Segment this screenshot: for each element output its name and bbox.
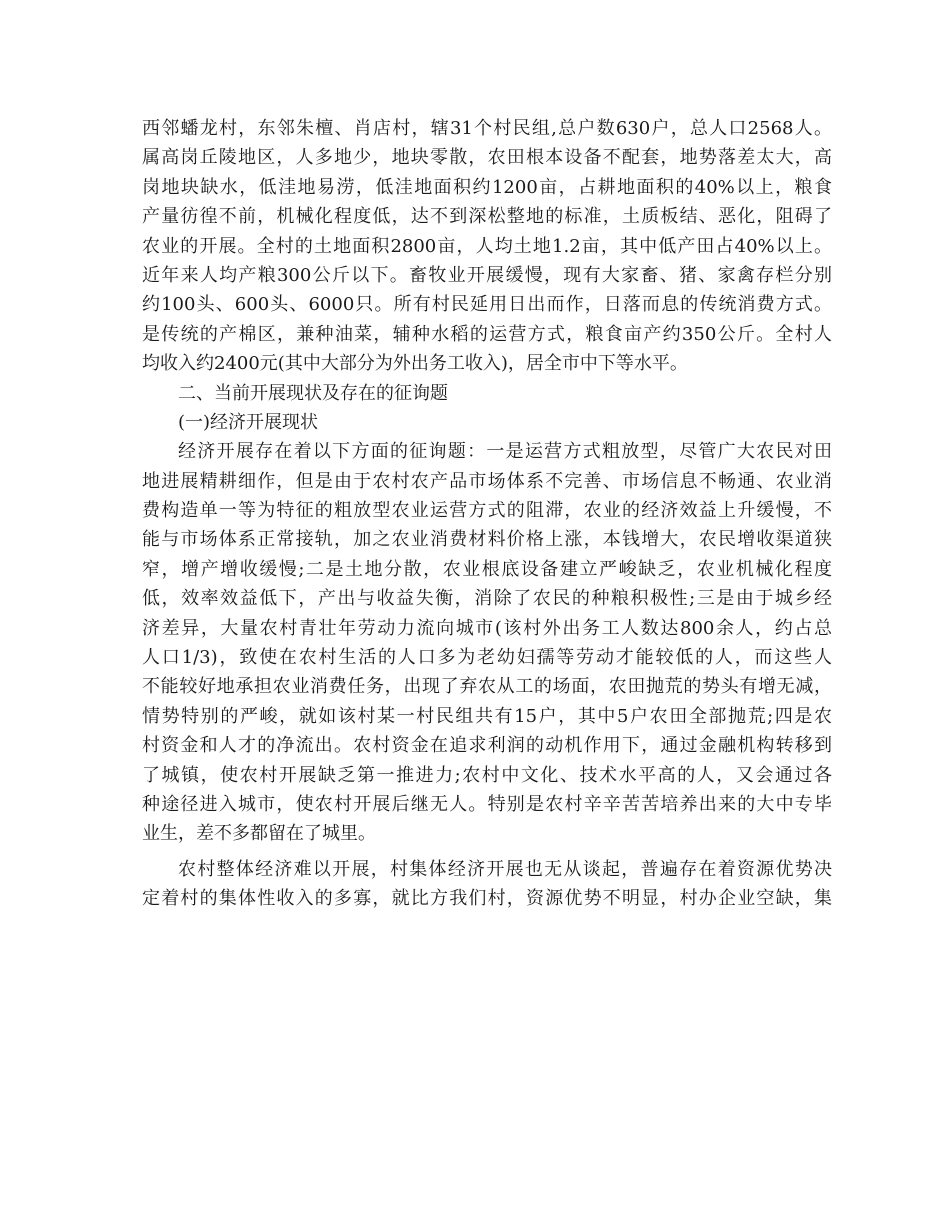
text-line: 地进展精耕细作，但是由于农村农产品市场体系不完善、市场信息不畅通、农业消 xyxy=(142,470,832,492)
text-line: 情势特别的严峻，就如该村某一村民组共有15户，其中5户农田全部抛荒;四是农 xyxy=(142,705,832,727)
text-line: 属高岗丘陵地区，人多地少，地块零散，农田根本设备不配套，地势落差太大，高 xyxy=(142,147,832,169)
text-line: 了城镇，使农村开展缺乏第一推进力;农村中文化、技术水平高的人，又会通过各 xyxy=(142,764,832,786)
text-line: 农村整体经济难以开展，村集体经济开展也无从谈起，普遍存在着资源优势决 xyxy=(178,858,832,880)
text-line: 是传统的产棉区，兼种油菜，辅种水稻的运营方式，粮食亩产约350公斤。全村人 xyxy=(142,323,832,345)
section-heading: 二、当前开展现状及存在的征询题 xyxy=(178,382,448,404)
subsection-heading: (一)经济开展现状 xyxy=(178,411,319,433)
text-line: 济差异，大量农村青壮年劳动力流向城市(该村外出务工人数达800余人，约占总 xyxy=(142,617,832,639)
text-line: 能与市场体系正常接轨，加之农业消费材料价格上涨，本钱增大，农民增收渠道狭 xyxy=(142,529,832,551)
text-line: 约100头、600头、6000只。所有村民延用日出而作，日落而息的传统消费方式。 xyxy=(142,294,832,316)
text-line: 种途径进入城市，使农村开展后继无人。特别是农村辛辛苦苦培养出来的大中专毕 xyxy=(142,793,832,815)
paragraph-3 xyxy=(142,855,832,914)
text-line: 经济开展存在着以下方面的征询题：一是运营方式粗放型，尽管广大农民对田 xyxy=(178,441,832,463)
text-line: 业生，差不多都留在了城里。 xyxy=(142,823,376,845)
paragraph-1 xyxy=(142,114,832,379)
text-line: 西邻蟠龙村，东邻朱檀、肖店村，辖31个村民组,总户数630户，总人口2568人。 xyxy=(142,118,832,139)
text-line: 岗地块缺水，低洼地易涝，低洼地面积约1200亩，占耕地面积的40%以上，粮食 xyxy=(142,176,832,198)
text-line: 村资金和人才的净流出。农村资金在追求利润的动机作用下，通过金融机构转移到 xyxy=(142,735,832,757)
text-line: 低，效率效益低下，产出与收益失衡，消除了农民的种粮积极性;三是由于城乡经 xyxy=(142,588,832,610)
text-line: 近年来人均产粮300公斤以下。畜牧业开展缓慢，现有大家畜、猪、家禽存栏分别 xyxy=(142,264,832,286)
text-line: 农业的开展。全村的土地面积2800亩，人均土地1.2亩，其中低产田占40%以上。 xyxy=(142,235,832,257)
text-line: 产量彷徨不前，机械化程度低，达不到深松整地的标准，土质板结、恶化，阻碍了 xyxy=(142,206,832,228)
text-line: 均收入约2400元(其中大部分为外出务工收入)，居全市中下等水平。 xyxy=(142,353,688,375)
document-body xyxy=(142,114,832,914)
text-line: 费构造单一等为特征的粗放型农业运营方式的阻滞，农业的经济效益上升缓慢，不 xyxy=(142,500,832,522)
text-line: 窄，增产增收缓慢;二是土地分散，农业根底设备建立严峻缺乏，农业机械化程度 xyxy=(142,558,832,580)
text-line: 不能较好地承担农业消费任务，出现了弃农从工的场面，农田抛荒的势头有增无减， xyxy=(142,676,832,698)
text-line: 人口1/3)，致使在农村生活的人口多为老幼妇孺等劳动才能较低的人，而这些人 xyxy=(142,647,832,669)
paragraph-2 xyxy=(142,437,832,848)
text-line: 定着村的集体性收入的多寡，就比方我们村，资源优势不明显，村办企业空缺，集 xyxy=(142,888,832,910)
